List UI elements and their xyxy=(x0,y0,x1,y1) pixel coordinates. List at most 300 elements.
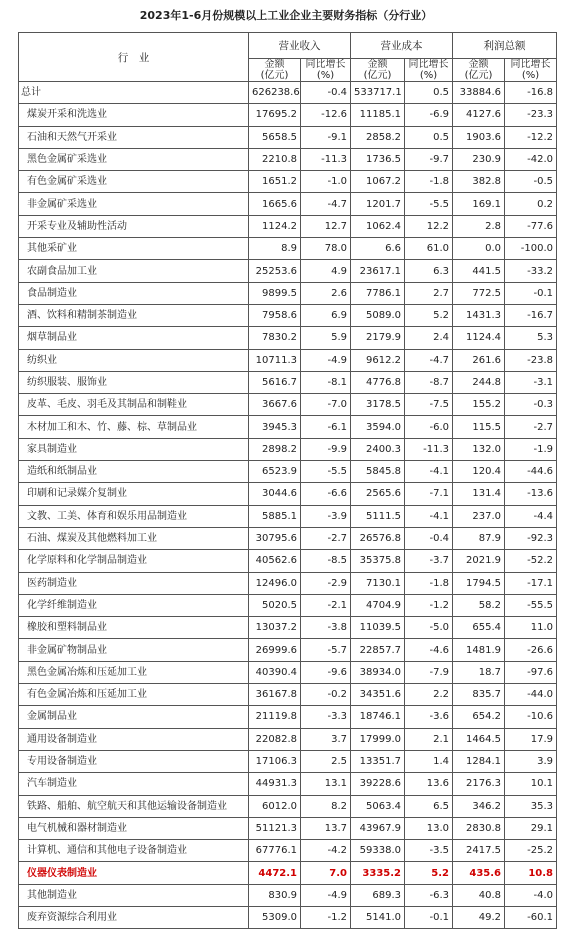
table-row xyxy=(19,684,557,706)
revenue-growth-cell: -4.9 xyxy=(301,349,351,371)
profit-amount-cell: 1431.3 xyxy=(453,304,505,326)
revenue-amount-cell: 2898.2 xyxy=(249,438,301,460)
revenue-growth-cell: -3.9 xyxy=(301,505,351,527)
cost-amount-cell: 2179.9 xyxy=(351,327,405,349)
table-row xyxy=(19,594,557,616)
cost-growth-cell: -6.0 xyxy=(405,416,453,438)
table-row xyxy=(19,661,557,683)
revenue-growth-cell: 12.7 xyxy=(301,215,351,237)
profit-growth-cell: -0.5 xyxy=(505,171,557,193)
table-row xyxy=(19,260,557,282)
table-row xyxy=(19,639,557,661)
industry-name-cell: 非金属矿物制品业 xyxy=(19,639,249,661)
cost-amount-cell: 1201.7 xyxy=(351,193,405,215)
revenue-amount-cell: 17695.2 xyxy=(249,104,301,126)
table-row xyxy=(19,394,557,416)
industry-name-cell: 金属制品业 xyxy=(19,706,249,728)
revenue-amount-cell: 13037.2 xyxy=(249,617,301,639)
table-row xyxy=(19,438,557,460)
profit-growth-cell: -26.6 xyxy=(505,639,557,661)
industry-name-cell: 黑色金属矿采选业 xyxy=(19,148,249,170)
revenue-amount-cell: 40390.4 xyxy=(249,661,301,683)
cost-growth-cell: -6.9 xyxy=(405,104,453,126)
profit-growth-cell: -100.0 xyxy=(505,238,557,260)
profit-amount-cell: 2021.9 xyxy=(453,550,505,572)
revenue-amount-cell: 21119.8 xyxy=(249,706,301,728)
profit-growth-cell: -0.1 xyxy=(505,282,557,304)
header-profit-growth: 同比增长 (%) xyxy=(505,59,557,82)
revenue-growth-cell: -4.2 xyxy=(301,840,351,862)
profit-amount-cell: 346.2 xyxy=(453,795,505,817)
industry-name-cell: 废弃资源综合利用业 xyxy=(19,906,249,928)
cost-amount-cell: 2565.6 xyxy=(351,483,405,505)
cost-amount-cell: 1062.4 xyxy=(351,215,405,237)
table-row xyxy=(19,126,557,148)
industry-name-cell: 化学原料和化学制品制造业 xyxy=(19,550,249,572)
header-profit-amount: 金额 (亿元) xyxy=(453,59,505,82)
industry-name-cell: 总计 xyxy=(19,82,249,104)
table-row xyxy=(19,171,557,193)
revenue-growth-cell: -1.0 xyxy=(301,171,351,193)
revenue-amount-cell: 36167.8 xyxy=(249,684,301,706)
profit-growth-cell: -44.6 xyxy=(505,461,557,483)
cost-growth-cell: -4.7 xyxy=(405,349,453,371)
profit-amount-cell: 2.8 xyxy=(453,215,505,237)
profit-amount-cell: 1794.5 xyxy=(453,572,505,594)
table-row xyxy=(19,795,557,817)
table-row xyxy=(19,550,557,572)
cost-amount-cell: 7130.1 xyxy=(351,572,405,594)
revenue-growth-cell: 78.0 xyxy=(301,238,351,260)
revenue-amount-cell: 626238.6 xyxy=(249,82,301,104)
cost-amount-cell: 11185.1 xyxy=(351,104,405,126)
revenue-growth-cell: -6.1 xyxy=(301,416,351,438)
cost-amount-cell: 38934.0 xyxy=(351,661,405,683)
revenue-growth-cell: 13.7 xyxy=(301,817,351,839)
industry-name-cell: 有色金属矿采选业 xyxy=(19,171,249,193)
cost-growth-cell: 5.2 xyxy=(405,304,453,326)
profit-growth-cell: -55.5 xyxy=(505,594,557,616)
profit-amount-cell: 772.5 xyxy=(453,282,505,304)
cost-amount-cell: 39228.6 xyxy=(351,773,405,795)
revenue-growth-cell: 2.6 xyxy=(301,282,351,304)
profit-growth-cell: -52.2 xyxy=(505,550,557,572)
cost-amount-cell: 4776.8 xyxy=(351,371,405,393)
cost-growth-cell: -9.7 xyxy=(405,148,453,170)
industry-name-cell: 造纸和纸制品业 xyxy=(19,461,249,483)
cost-amount-cell: 17999.0 xyxy=(351,728,405,750)
cost-amount-cell: 18746.1 xyxy=(351,706,405,728)
cost-growth-cell: -5.5 xyxy=(405,193,453,215)
industry-name-cell: 铁路、船舶、航空航天和其他运输设备制造业 xyxy=(19,795,249,817)
cost-amount-cell: 13351.7 xyxy=(351,750,405,772)
cost-amount-cell: 2400.3 xyxy=(351,438,405,460)
industry-name-cell: 电气机械和器材制造业 xyxy=(19,817,249,839)
industry-name-cell: 汽车制造业 xyxy=(19,773,249,795)
cost-amount-cell: 26576.8 xyxy=(351,527,405,549)
cost-amount-cell: 4704.9 xyxy=(351,594,405,616)
table-row xyxy=(19,750,557,772)
header-revenue-growth: 同比增长 (%) xyxy=(301,59,351,82)
revenue-growth-cell: -4.9 xyxy=(301,884,351,906)
profit-growth-cell: -23.8 xyxy=(505,349,557,371)
table-row xyxy=(19,371,557,393)
header-cost-amount: 金额 (亿元) xyxy=(351,59,405,82)
revenue-growth-cell: 8.2 xyxy=(301,795,351,817)
cost-amount-cell: 59338.0 xyxy=(351,840,405,862)
profit-growth-cell: -16.7 xyxy=(505,304,557,326)
profit-growth-cell: 11.0 xyxy=(505,617,557,639)
revenue-growth-cell: -9.6 xyxy=(301,661,351,683)
profit-growth-cell: -0.3 xyxy=(505,394,557,416)
industry-name-cell: 食品制造业 xyxy=(19,282,249,304)
industry-name-cell: 专用设备制造业 xyxy=(19,750,249,772)
profit-growth-cell: -3.1 xyxy=(505,371,557,393)
revenue-amount-cell: 5616.7 xyxy=(249,371,301,393)
industry-name-cell: 计算机、通信和其他电子设备制造业 xyxy=(19,840,249,862)
industry-name-cell: 化学纤维制造业 xyxy=(19,594,249,616)
cost-amount-cell: 3178.5 xyxy=(351,394,405,416)
cost-amount-cell: 1067.2 xyxy=(351,171,405,193)
table-row xyxy=(19,148,557,170)
industry-name-cell: 开采专业及辅助性活动 xyxy=(19,215,249,237)
profit-amount-cell: 835.7 xyxy=(453,684,505,706)
profit-amount-cell: 654.2 xyxy=(453,706,505,728)
cost-growth-cell: 13.0 xyxy=(405,817,453,839)
industry-name-cell: 纺织服装、服饰业 xyxy=(19,371,249,393)
industry-name-cell: 农副食品加工业 xyxy=(19,260,249,282)
cost-growth-cell: 2.1 xyxy=(405,728,453,750)
table-row xyxy=(19,327,557,349)
industry-name-cell: 烟草制品业 xyxy=(19,327,249,349)
revenue-growth-cell: -2.9 xyxy=(301,572,351,594)
revenue-growth-cell: -1.2 xyxy=(301,906,351,928)
profit-amount-cell: 1124.4 xyxy=(453,327,505,349)
revenue-amount-cell: 44931.3 xyxy=(249,773,301,795)
header-cost-growth: 同比增长 (%) xyxy=(405,59,453,82)
profit-growth-cell: -4.4 xyxy=(505,505,557,527)
profit-growth-cell: 10.8 xyxy=(505,862,557,884)
profit-amount-cell: 1464.5 xyxy=(453,728,505,750)
revenue-growth-cell: -2.7 xyxy=(301,527,351,549)
cost-growth-cell: -1.2 xyxy=(405,594,453,616)
cost-growth-cell: 2.7 xyxy=(405,282,453,304)
profit-amount-cell: 237.0 xyxy=(453,505,505,527)
revenue-growth-cell: -5.7 xyxy=(301,639,351,661)
revenue-growth-cell: 13.1 xyxy=(301,773,351,795)
cost-amount-cell: 11039.5 xyxy=(351,617,405,639)
cost-amount-cell: 34351.6 xyxy=(351,684,405,706)
cost-amount-cell: 23617.1 xyxy=(351,260,405,282)
revenue-amount-cell: 9899.5 xyxy=(249,282,301,304)
revenue-growth-cell: 4.9 xyxy=(301,260,351,282)
cost-growth-cell: -6.3 xyxy=(405,884,453,906)
profit-amount-cell: 244.8 xyxy=(453,371,505,393)
cost-amount-cell: 5845.8 xyxy=(351,461,405,483)
table-row xyxy=(19,773,557,795)
industry-name-cell: 皮革、毛皮、羽毛及其制品和制鞋业 xyxy=(19,394,249,416)
table-row xyxy=(19,527,557,549)
cost-amount-cell: 35375.8 xyxy=(351,550,405,572)
cost-growth-cell: -7.9 xyxy=(405,661,453,683)
table-row xyxy=(19,817,557,839)
profit-growth-cell: 29.1 xyxy=(505,817,557,839)
profit-growth-cell: -25.2 xyxy=(505,840,557,862)
profit-growth-cell: -17.1 xyxy=(505,572,557,594)
revenue-growth-cell: 3.7 xyxy=(301,728,351,750)
profit-growth-cell: -16.8 xyxy=(505,82,557,104)
cost-growth-cell: -7.1 xyxy=(405,483,453,505)
cost-growth-cell: -4.6 xyxy=(405,639,453,661)
cost-growth-cell: 6.5 xyxy=(405,795,453,817)
total-row xyxy=(19,82,557,104)
cost-growth-cell: 1.4 xyxy=(405,750,453,772)
profit-growth-cell: 10.1 xyxy=(505,773,557,795)
table-row xyxy=(19,304,557,326)
revenue-amount-cell: 7830.2 xyxy=(249,327,301,349)
industry-name-cell: 木材加工和木、竹、藤、棕、草制品业 xyxy=(19,416,249,438)
industry-name-cell: 有色金属冶炼和压延加工业 xyxy=(19,684,249,706)
cost-growth-cell: 61.0 xyxy=(405,238,453,260)
revenue-amount-cell: 17106.3 xyxy=(249,750,301,772)
financial-indicators-table xyxy=(18,32,557,929)
cost-growth-cell: 6.3 xyxy=(405,260,453,282)
industry-name-cell: 通用设备制造业 xyxy=(19,728,249,750)
industry-name-cell: 纺织业 xyxy=(19,349,249,371)
profit-amount-cell: 655.4 xyxy=(453,617,505,639)
profit-amount-cell: 132.0 xyxy=(453,438,505,460)
table-row xyxy=(19,884,557,906)
profit-growth-cell: 35.3 xyxy=(505,795,557,817)
revenue-growth-cell: -9.1 xyxy=(301,126,351,148)
cost-growth-cell: -11.3 xyxy=(405,438,453,460)
cost-amount-cell: 9612.2 xyxy=(351,349,405,371)
revenue-growth-cell: 6.9 xyxy=(301,304,351,326)
industry-name-cell: 石油和天然气开采业 xyxy=(19,126,249,148)
revenue-amount-cell: 2210.8 xyxy=(249,148,301,170)
profit-growth-cell: 17.9 xyxy=(505,728,557,750)
profit-amount-cell: 382.8 xyxy=(453,171,505,193)
revenue-amount-cell: 1651.2 xyxy=(249,171,301,193)
table-row xyxy=(19,728,557,750)
profit-growth-cell: -23.3 xyxy=(505,104,557,126)
cost-growth-cell: 0.5 xyxy=(405,126,453,148)
revenue-growth-cell: -8.5 xyxy=(301,550,351,572)
cost-growth-cell: -3.7 xyxy=(405,550,453,572)
cost-amount-cell: 5089.0 xyxy=(351,304,405,326)
profit-growth-cell: -44.0 xyxy=(505,684,557,706)
revenue-amount-cell: 5885.1 xyxy=(249,505,301,527)
revenue-growth-cell: -4.7 xyxy=(301,193,351,215)
cost-amount-cell: 5141.0 xyxy=(351,906,405,928)
profit-growth-cell: -92.3 xyxy=(505,527,557,549)
revenue-amount-cell: 8.9 xyxy=(249,238,301,260)
revenue-growth-cell: -12.6 xyxy=(301,104,351,126)
cost-growth-cell: -8.7 xyxy=(405,371,453,393)
profit-amount-cell: 131.4 xyxy=(453,483,505,505)
revenue-amount-cell: 5309.0 xyxy=(249,906,301,928)
revenue-growth-cell: -3.3 xyxy=(301,706,351,728)
revenue-amount-cell: 67776.1 xyxy=(249,840,301,862)
cost-amount-cell: 7786.1 xyxy=(351,282,405,304)
cost-growth-cell: -1.8 xyxy=(405,572,453,594)
table-row xyxy=(19,505,557,527)
cost-growth-cell: 0.5 xyxy=(405,82,453,104)
cost-growth-cell: 13.6 xyxy=(405,773,453,795)
profit-amount-cell: 441.5 xyxy=(453,260,505,282)
cost-growth-cell: 2.4 xyxy=(405,327,453,349)
revenue-amount-cell: 51121.3 xyxy=(249,817,301,839)
industry-name-cell: 煤炭开采和洗选业 xyxy=(19,104,249,126)
revenue-growth-cell: -2.1 xyxy=(301,594,351,616)
profit-amount-cell: 120.4 xyxy=(453,461,505,483)
cost-growth-cell: -0.4 xyxy=(405,527,453,549)
cost-amount-cell: 689.3 xyxy=(351,884,405,906)
profit-growth-cell: -33.2 xyxy=(505,260,557,282)
revenue-amount-cell: 10711.3 xyxy=(249,349,301,371)
industry-name-cell: 其他制造业 xyxy=(19,884,249,906)
revenue-amount-cell: 1665.6 xyxy=(249,193,301,215)
revenue-growth-cell: 7.0 xyxy=(301,862,351,884)
cost-amount-cell: 22857.7 xyxy=(351,639,405,661)
profit-growth-cell: -2.7 xyxy=(505,416,557,438)
header-revenue-amount: 金额 (亿元) xyxy=(249,59,301,82)
cost-growth-cell: -7.5 xyxy=(405,394,453,416)
revenue-growth-cell: 2.5 xyxy=(301,750,351,772)
table-row xyxy=(19,906,557,928)
revenue-amount-cell: 3044.6 xyxy=(249,483,301,505)
revenue-growth-cell: -0.4 xyxy=(301,82,351,104)
cost-amount-cell: 43967.9 xyxy=(351,817,405,839)
table-body xyxy=(19,82,557,929)
profit-amount-cell: 230.9 xyxy=(453,148,505,170)
industry-name-cell: 仪器仪表制造业 xyxy=(19,862,249,884)
revenue-growth-cell: -3.8 xyxy=(301,617,351,639)
table-row xyxy=(19,706,557,728)
revenue-growth-cell: -8.1 xyxy=(301,371,351,393)
profit-growth-cell: -1.9 xyxy=(505,438,557,460)
page-title: 2023年1-6月份规模以上工业企业主要财务指标（分行业） xyxy=(139,9,433,22)
profit-amount-cell: 0.0 xyxy=(453,238,505,260)
profit-amount-cell: 58.2 xyxy=(453,594,505,616)
profit-amount-cell: 2830.8 xyxy=(453,817,505,839)
table-row xyxy=(19,572,557,594)
cost-amount-cell: 1736.5 xyxy=(351,148,405,170)
header-cost: 营业成本 xyxy=(351,33,453,59)
cost-growth-cell: 12.2 xyxy=(405,215,453,237)
table-row xyxy=(19,193,557,215)
profit-growth-cell: -97.6 xyxy=(505,661,557,683)
table-row xyxy=(19,104,557,126)
profit-growth-cell: -10.6 xyxy=(505,706,557,728)
cost-amount-cell: 5111.5 xyxy=(351,505,405,527)
profit-growth-cell: -12.2 xyxy=(505,126,557,148)
industry-name-cell: 非金属矿采选业 xyxy=(19,193,249,215)
profit-amount-cell: 261.6 xyxy=(453,349,505,371)
revenue-amount-cell: 6523.9 xyxy=(249,461,301,483)
cost-growth-cell: 5.2 xyxy=(405,862,453,884)
revenue-amount-cell: 3667.6 xyxy=(249,394,301,416)
revenue-amount-cell: 22082.8 xyxy=(249,728,301,750)
profit-amount-cell: 18.7 xyxy=(453,661,505,683)
profit-growth-cell: 5.3 xyxy=(505,327,557,349)
cost-growth-cell: -4.1 xyxy=(405,505,453,527)
table-row xyxy=(19,215,557,237)
profit-amount-cell: 1903.6 xyxy=(453,126,505,148)
profit-growth-cell: 0.2 xyxy=(505,193,557,215)
cost-growth-cell: 2.2 xyxy=(405,684,453,706)
cost-growth-cell: -3.6 xyxy=(405,706,453,728)
revenue-amount-cell: 6012.0 xyxy=(249,795,301,817)
profit-amount-cell: 40.8 xyxy=(453,884,505,906)
profit-growth-cell: -77.6 xyxy=(505,215,557,237)
revenue-growth-cell: 5.9 xyxy=(301,327,351,349)
revenue-growth-cell: -6.6 xyxy=(301,483,351,505)
table-row xyxy=(19,282,557,304)
cost-amount-cell: 533717.1 xyxy=(351,82,405,104)
industry-name-cell: 医药制造业 xyxy=(19,572,249,594)
profit-amount-cell: 4127.6 xyxy=(453,104,505,126)
cost-amount-cell: 3594.0 xyxy=(351,416,405,438)
table-row xyxy=(19,349,557,371)
table-row xyxy=(19,617,557,639)
cost-growth-cell: -4.1 xyxy=(405,461,453,483)
cost-amount-cell: 6.6 xyxy=(351,238,405,260)
profit-amount-cell: 169.1 xyxy=(453,193,505,215)
profit-amount-cell: 87.9 xyxy=(453,527,505,549)
revenue-amount-cell: 30795.6 xyxy=(249,527,301,549)
profit-amount-cell: 1284.1 xyxy=(453,750,505,772)
table-row xyxy=(19,840,557,862)
revenue-growth-cell: -9.9 xyxy=(301,438,351,460)
revenue-amount-cell: 25253.6 xyxy=(249,260,301,282)
table-row xyxy=(19,416,557,438)
revenue-amount-cell: 5020.5 xyxy=(249,594,301,616)
industry-name-cell: 其他采矿业 xyxy=(19,238,249,260)
profit-amount-cell: 115.5 xyxy=(453,416,505,438)
profit-growth-cell: -13.6 xyxy=(505,483,557,505)
table-row xyxy=(19,483,557,505)
industry-name-cell: 印刷和记录媒介复制业 xyxy=(19,483,249,505)
cost-amount-cell: 3335.2 xyxy=(351,862,405,884)
profit-growth-cell: -42.0 xyxy=(505,148,557,170)
revenue-growth-cell: -7.0 xyxy=(301,394,351,416)
cost-amount-cell: 2858.2 xyxy=(351,126,405,148)
cost-growth-cell: -3.5 xyxy=(405,840,453,862)
profit-growth-cell: -60.1 xyxy=(505,906,557,928)
profit-amount-cell: 155.2 xyxy=(453,394,505,416)
profit-growth-cell: 3.9 xyxy=(505,750,557,772)
revenue-amount-cell: 26999.6 xyxy=(249,639,301,661)
header-profit: 利润总额 xyxy=(453,33,557,59)
cost-growth-cell: -1.8 xyxy=(405,171,453,193)
profit-amount-cell: 435.6 xyxy=(453,862,505,884)
profit-amount-cell: 49.2 xyxy=(453,906,505,928)
profit-amount-cell: 33884.6 xyxy=(453,82,505,104)
revenue-amount-cell: 4472.1 xyxy=(249,862,301,884)
industry-name-cell: 黑色金属冶炼和压延加工业 xyxy=(19,661,249,683)
revenue-growth-cell: -5.5 xyxy=(301,461,351,483)
cost-amount-cell: 5063.4 xyxy=(351,795,405,817)
cost-growth-cell: -5.0 xyxy=(405,617,453,639)
cost-growth-cell: -0.1 xyxy=(405,906,453,928)
table-row xyxy=(19,862,557,884)
revenue-growth-cell: -0.2 xyxy=(301,684,351,706)
revenue-amount-cell: 7958.6 xyxy=(249,304,301,326)
industry-name-cell: 文教、工美、体育和娱乐用品制造业 xyxy=(19,505,249,527)
revenue-amount-cell: 1124.2 xyxy=(249,215,301,237)
header-industry: 行 业 xyxy=(19,33,249,82)
